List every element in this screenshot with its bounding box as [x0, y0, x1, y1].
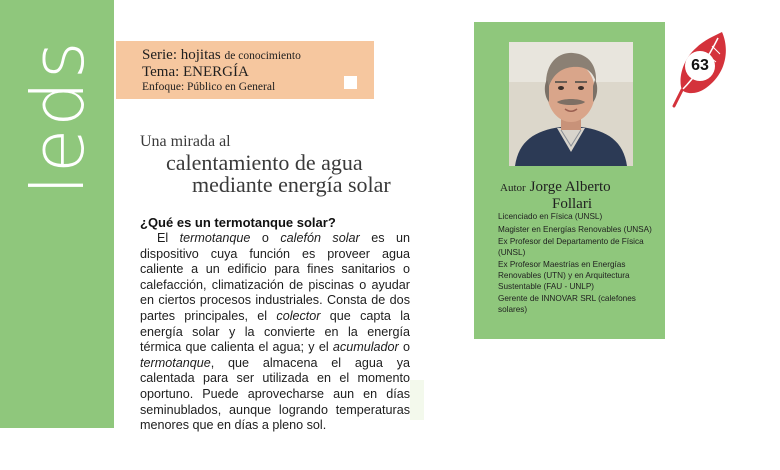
body-segment: o	[250, 231, 281, 245]
author-label: Autor	[500, 182, 526, 194]
credential-item: Ex Profesor del Departamento de Física (UNSL)	[498, 237, 644, 257]
body-emphasis: calefón solar	[280, 231, 360, 245]
faint-background-art	[410, 380, 424, 420]
author-card	[474, 22, 665, 339]
author-photo	[509, 42, 633, 166]
author-last-name: Follari	[552, 196, 592, 212]
series-box	[116, 41, 374, 99]
left-sidebar	[0, 0, 114, 428]
sidebar-vertical-title: leds	[16, 39, 100, 195]
body-emphasis: termotanque	[140, 355, 211, 370]
body-segment: , que almacena el agua ya calentada para ser utilizada en el momento oportuno. Puede aprovecharse aun en días seminublados, aunque logrando temperaturas menores que en días a pleno sol.	[140, 355, 410, 433]
article-body	[140, 231, 410, 434]
credential-item: Licenciado en Física (UNSL)	[498, 212, 603, 221]
white-square-icon	[344, 76, 357, 89]
body-segment: que capta la energía solar y la convierte en la energía térmica que calienta el agua; y el	[140, 308, 410, 355]
issue-number-badge: 63	[685, 51, 715, 81]
author-first-name: Jorge Alberto	[529, 179, 611, 195]
section-question: ¿Qué es un termotanque solar?	[140, 215, 336, 230]
body-segment: El	[157, 231, 180, 245]
enfoque-line: Enfoque: Público en General	[142, 81, 276, 93]
body-segment: es un dispositivo cuya función es proveer agua caliente a un edificio para fines sanitarios o calefacción, climatización de piscinas o ayudar en ciertos procesos industriales. Consta de dos partes principales, el	[140, 231, 410, 323]
serie-small: de conocimiento	[224, 50, 301, 62]
author-credentials	[498, 212, 660, 317]
body-emphasis: acumulador	[332, 340, 399, 355]
body-segment: o	[398, 340, 410, 355]
article-title-line2: mediante energía solar	[192, 172, 391, 197]
article-title-line1: calentamiento de agua	[166, 150, 363, 175]
body-emphasis: termotanque	[179, 231, 251, 245]
article-kicker: Una mirada al	[140, 133, 231, 150]
credential-item: Magister en Energías Renovables (UNSA)	[498, 224, 652, 234]
series-line	[142, 47, 301, 64]
author-line	[500, 178, 611, 196]
credential-item: Gerente de INNOVAR SRL (calefones solares)	[498, 294, 636, 314]
credential-item: Ex Profesor Maestrías en Energías Renovables (UTN) y en Arquitectura Sustentable (FAU - UNLP)	[498, 260, 630, 291]
author-portrait-illustration	[509, 42, 633, 166]
tema-line: Tema: ENERGÍA	[142, 64, 249, 80]
body-emphasis: colector	[276, 308, 321, 323]
serie-label: Serie: hojitas	[142, 47, 221, 63]
